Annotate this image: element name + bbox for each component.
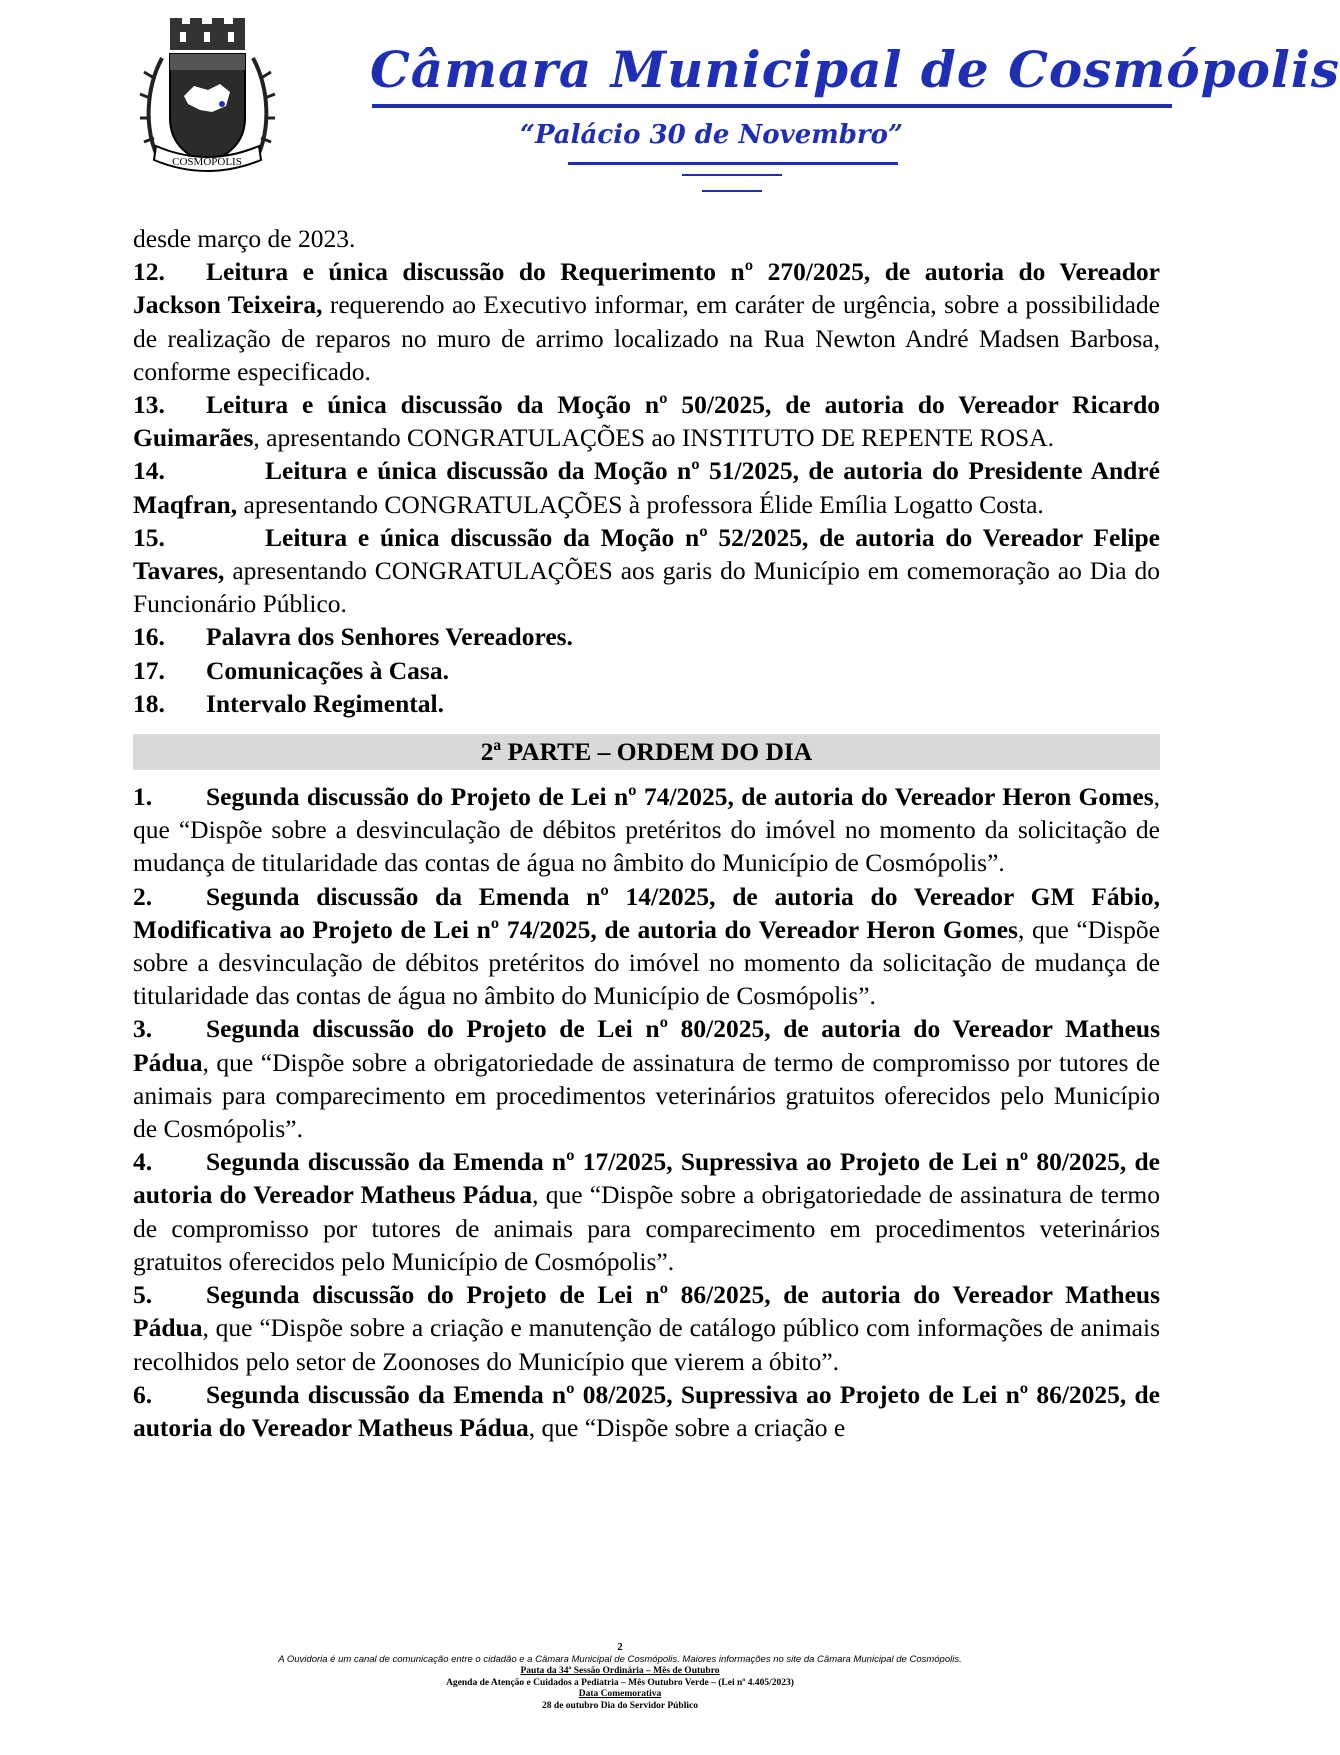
agenda-item-heading: Segunda discussão da Emenda nº 17/2025, Supressiva ao Projeto de Lei nº 80/2025, de autoria do Vereador Matheus Pádua: [133, 1147, 1160, 1210]
agenda-item-number: 1.: [133, 782, 153, 812]
agenda-item-heading: Comunicações à Casa.: [206, 655, 449, 685]
agenda-part-2-list: [133, 780, 1160, 1444]
agenda-item-text: , que “Dispõe sobre a desvinculação de débitos pretéritos do imóvel no momento da solicitação de mudança de titularidade das contas de água no âmbito do Município de Cosmópolis”.: [133, 914, 1160, 1011]
agenda-item: [133, 1145, 1160, 1278]
decorative-rule: [682, 174, 782, 176]
ouvidoria-notice: A Ouvidoria é um canal de comunicação entre o cidadão e a Câmara Municipal de Cosmópolis. Maiores informações no site da Câmara Municipal de Cosmópolis.: [278, 1654, 962, 1665]
agenda-item-heading: Leitura e única discussão da Moção nº 51/2025, de autoria do Presidente André Maqfran,: [133, 456, 1160, 519]
chamber-title: Câmara Municipal de Cosmópolis: [370, 40, 1340, 99]
agenda-item: [133, 654, 1160, 687]
municipal-crest-logo: [140, 18, 275, 183]
agenda-item: [133, 880, 1160, 1013]
agenda-item-heading: Segunda discussão do Projeto de Lei nº 86/2025, de autoria do Vereador Matheus Pádua: [133, 1280, 1160, 1343]
page-number: 2: [617, 1641, 623, 1653]
agenda-item-text: apresentando CONGRATULAÇÕES à professora Élide Emília Logatto Costa.: [237, 489, 1044, 519]
crest-banner-text: COSMOPOLIS: [172, 156, 242, 168]
agenda-item: [133, 1012, 1160, 1145]
agenda-item-number: 16.: [133, 622, 165, 652]
agenda-item: [133, 454, 1160, 520]
agenda-item-heading: Segunda discussão da Emenda nº 08/2025, Supressiva ao Projeto de Lei nº 86/2025, de autoria do Vereador Matheus Pádua: [133, 1379, 1160, 1442]
agenda-item-number: 13.: [133, 390, 165, 420]
agenda-item-text: , que “Dispõe sobre a desvinculação de débitos pretéritos do imóvel no momento da solicitação de mudança de titularidade das contas de água no âmbito do Município de Cosmópolis”.: [133, 782, 1160, 878]
agenda-item-number: 5.: [133, 1280, 153, 1310]
agenda-item-heading: Segunda discussão do Projeto de Lei nº 80/2025, de autoria do Vereador Matheus Pádua: [133, 1014, 1160, 1077]
continuation-text: desde março de 2023.: [133, 224, 356, 253]
decorative-rule: [702, 190, 762, 192]
agenda-body: [133, 222, 1160, 1444]
page-footer: [0, 1640, 1240, 1712]
section-heading: 2ª PARTE – ORDEM DO DIA: [133, 734, 1160, 770]
agenda-item-heading: Palavra dos Senhores Vereadores.: [206, 622, 573, 652]
agenda-item-text: , apresentando CONGRATULAÇÕES ao INSTITUTO DE REPENTE ROSA.: [253, 423, 1054, 453]
agenda-item: [133, 780, 1160, 880]
agenda-item-number: 18.: [133, 688, 165, 718]
commemorative-date: 28 de outubro Dia do Servidor Público: [542, 1700, 698, 1711]
subtitle-underline: [568, 162, 898, 165]
agenda-item-heading: Leitura e única discussão da Moção nº 52/2025, de autoria do Vereador Felipe Tavares,: [133, 522, 1160, 586]
agenda-item: [133, 1278, 1160, 1378]
agenda-item-number: 4.: [133, 1147, 153, 1177]
agenda-item: [133, 687, 1160, 720]
agenda-item: [133, 255, 1160, 388]
agenda-item-text: , que “Dispõe sobre a obrigatoriedade de assinatura de termo de compromisso por tutores de animais para comparecimento em procedimentos veterinários gratuitos oferecidos pelo Município de Cosmópolis”.: [133, 1047, 1160, 1144]
agenda-item-number: 14.: [133, 456, 165, 486]
agenda-item: [133, 388, 1160, 454]
pauta-line: Pauta da 34ª Sessão Ordinária – Mês de Outubro: [520, 1666, 720, 1676]
agenda-item-number: 15.: [133, 522, 165, 552]
agenda-item-heading: Leitura e única discussão da Moção nº 50/2025, de autoria do Vereador Ricardo Guimarães: [133, 390, 1160, 453]
agenda-item-text: requerendo ao Executivo informar, em caráter de urgência, sobre a possibilidade de realização de reparos no muro de arrimo localizado na Rua Newton André Madsen Barbosa, conforme especificado.: [133, 290, 1160, 386]
title-underline: [372, 104, 1172, 108]
agenda-item-number: 2.: [133, 881, 153, 911]
agenda-item-number: 17.: [133, 655, 165, 685]
agenda-item-text: , que “Dispõe sobre a criação e: [528, 1412, 846, 1442]
agenda-item-text: apresentando CONGRATULAÇÕES aos garis do Município em comemoração ao Dia do Funcionário Público.: [133, 556, 1160, 619]
agenda-item-heading: Leitura e única discussão do Requerimento nº 270/2025, de autoria do Vereador Jackson Teixeira,: [133, 257, 1160, 320]
page-header: [0, 0, 1340, 205]
agenda-item: [133, 620, 1160, 653]
agenda-item-heading: Intervalo Regimental.: [206, 688, 444, 718]
agenda-item-number: 6.: [133, 1379, 153, 1409]
agenda-line: Agenda de Atenção e Cuidados a Pediatria – Mês Outubro Verde – (Lei nº 4.405/2023): [446, 1677, 794, 1688]
agenda-item-number: 12.: [133, 257, 165, 287]
agenda-item-heading: Segunda discussão do Projeto de Lei nº 74/2025, de autoria do Vereador Heron Gomes: [206, 782, 1154, 812]
agenda-item: [133, 521, 1160, 621]
commemorative-label: Data Comemorativa: [578, 1689, 662, 1699]
agenda-item-text: , que “Dispõe sobre a criação e manutenção de catálogo público com informações de animais recolhidos pelo setor de Zoonoses do Município que vierem a óbito”.: [133, 1313, 1160, 1376]
agenda-item: [133, 1378, 1160, 1444]
agenda-part-1-list: [133, 255, 1160, 720]
agenda-item-text: , que “Dispõe sobre a obrigatoriedade de assinatura de termo de compromisso por tutores de animais para comparecimento em procedimentos veterinários gratuitos oferecidos pelo Município de Cosmópolis”.: [133, 1180, 1160, 1276]
palace-subtitle: “Palácio 30 de Novembro”: [520, 120, 903, 150]
agenda-item-number: 3.: [133, 1014, 153, 1044]
agenda-item-heading: Segunda discussão da Emenda nº 14/2025, de autoria do Vereador GM Fábio, Modificativa ao Projeto de Lei nº 74/2025, de autoria do Vereador Heron Gomes: [133, 881, 1160, 944]
